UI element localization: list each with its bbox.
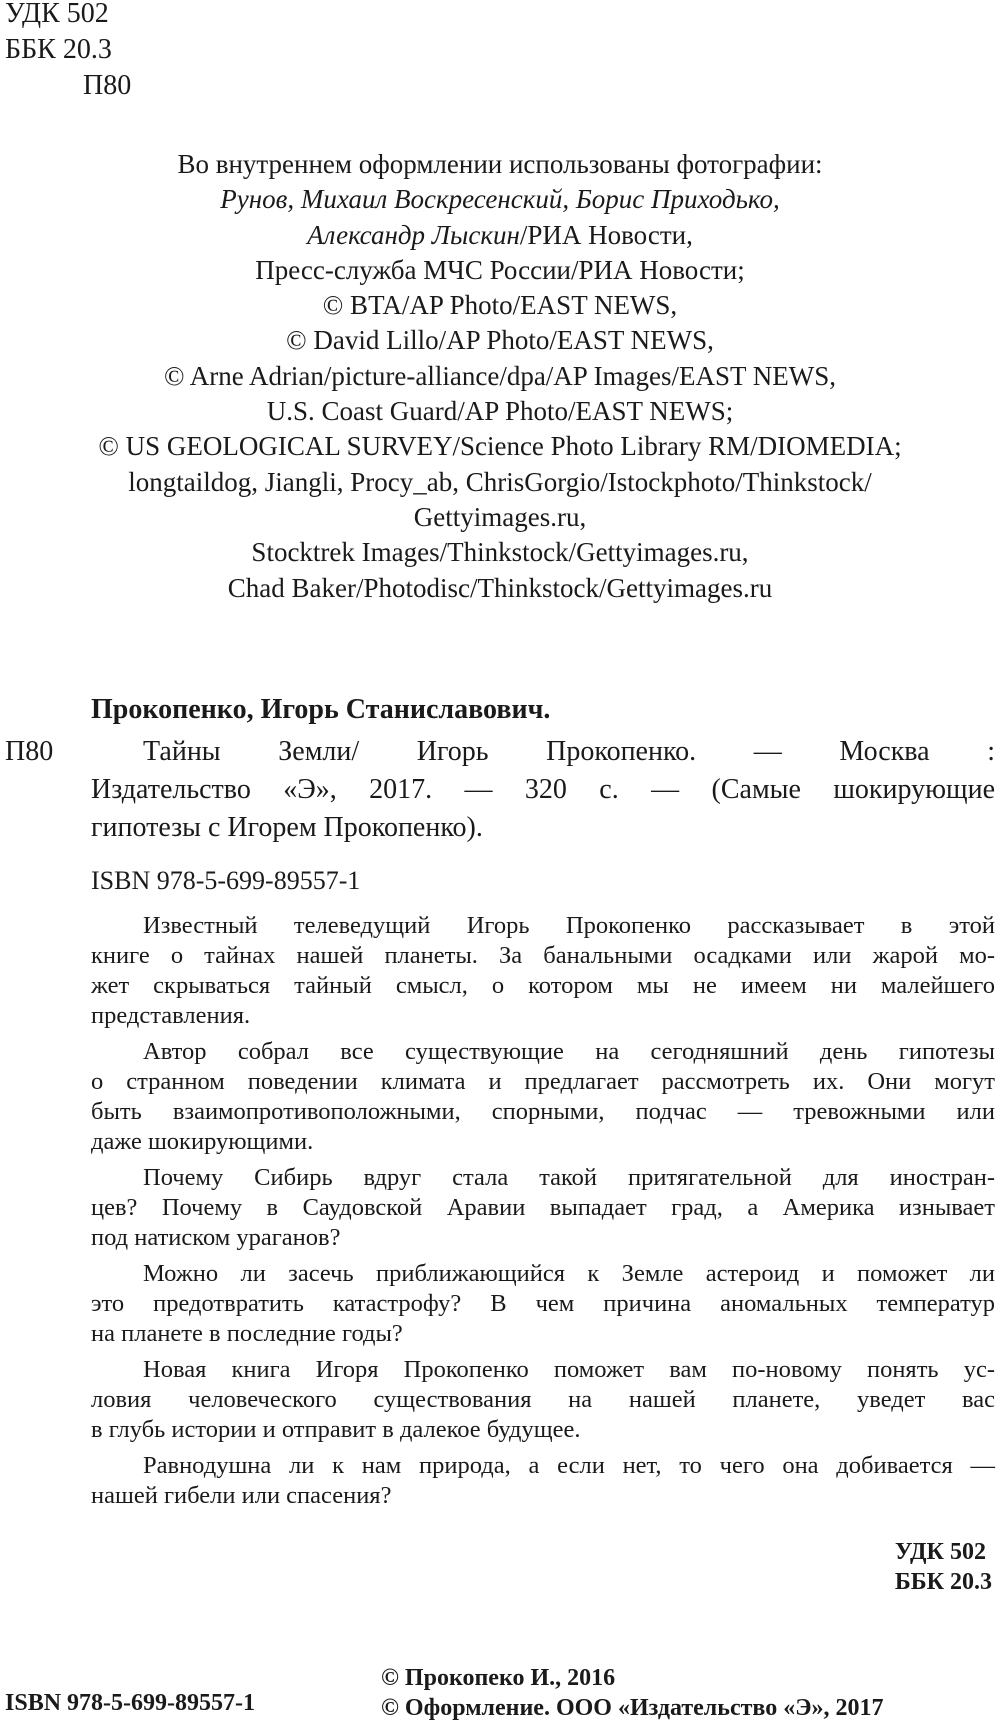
annotation-line: нашей гибели или спасения? xyxy=(91,1482,392,1509)
copyright-author: © Прокопеко И., 2016 xyxy=(381,1665,616,1691)
credit-line xyxy=(0,288,1000,323)
annotation-line: Можно ли засечь приближающийся к Земле астероид и поможет ли xyxy=(143,1260,995,1287)
bibliographic-record xyxy=(91,733,995,847)
credits-intro: Во внутреннем оформлении использованы фотографии: xyxy=(177,149,823,179)
annotation xyxy=(91,911,995,1517)
credit-line xyxy=(0,429,1000,464)
credit-source: U.S. Coast Guard/AP Photo/EAST NEWS; xyxy=(266,396,734,427)
footer-bbk: ББК 20.3 xyxy=(894,1569,992,1595)
udk-code: УДК 502 xyxy=(5,0,109,29)
credit-source: longtaildog, Jiangli, Procy_ab, ChrisGorgio/Istockphoto/Thinkstock/ xyxy=(128,466,872,497)
annotation-line: Равнодушна ли к нам природа, а если нет, то чего она добивается — xyxy=(143,1452,995,1479)
photo-credits xyxy=(0,147,1000,606)
annotation-line: жет скрываться тайный смысл, о котором мы не имеем ни малейшего xyxy=(91,972,995,999)
credit-source: © David Lillo/AP Photo/EAST NEWS, xyxy=(286,325,714,356)
copyright-design: © Оформление. ООО «Издательство «Э», 2017 xyxy=(381,1695,884,1721)
annotation-line: Автор собрал все существующие на сегодняшний день гипотезы xyxy=(143,1038,995,1065)
annotation-paragraph xyxy=(91,1451,995,1511)
credit-source: Gettyimages.ru, xyxy=(413,501,587,532)
record-line: Тайны Земли/ Игорь Прокопенко. — Москва : xyxy=(143,736,995,767)
author-heading: Прокопенко, Игорь Станиславович. xyxy=(91,694,551,725)
annotation-line: даже шокирующими. xyxy=(91,1128,314,1155)
credit-line xyxy=(0,500,1000,535)
credit-line xyxy=(0,465,1000,500)
credit-source: Stocktrek Images/Thinkstock/Gettyimages.ru, xyxy=(251,537,749,568)
credit-line xyxy=(0,359,1000,394)
credit-line xyxy=(0,218,1000,253)
credit-source: /РИА Новости, xyxy=(519,219,693,250)
footer-udk: УДК 502 xyxy=(894,1539,986,1565)
credit-line xyxy=(0,323,1000,358)
record-line: гипотезы с Игорем Прокопенко). xyxy=(91,812,483,843)
credit-line xyxy=(0,535,1000,570)
bbk-code: ББК 20.3 xyxy=(5,34,112,65)
credit-source: © Arne Adrian/picture-alliance/dpa/AP Images/EAST NEWS, xyxy=(163,360,837,391)
annotation-line: о странном поведении климата и предлагает рассмотреть их. Они могут xyxy=(91,1068,995,1095)
footer-isbn: ISBN 978-5-699-89557-1 xyxy=(5,1690,255,1716)
annotation-line: ловия человеческого существования на нашей планете, уведет вас xyxy=(91,1386,995,1413)
annotation-line: цев? Почему в Саудовской Аравии выпадает град, а Америка изнывает xyxy=(91,1194,995,1221)
annotation-line: представления. xyxy=(91,1002,251,1029)
record-line: Издательство «Э», 2017. — 320 с. — (Самые шокирующие xyxy=(91,774,995,805)
photographer-names: Александр Лыскин xyxy=(307,219,520,250)
credit-source: Пресс-служба МЧС России/РИА Новости; xyxy=(255,254,745,285)
footer-codes xyxy=(895,1537,992,1597)
annotation-paragraph xyxy=(91,1259,995,1349)
credit-line xyxy=(0,253,1000,288)
header-codes xyxy=(5,0,131,104)
record-index: П80 xyxy=(5,736,54,767)
copyright-block xyxy=(381,1663,883,1723)
credit-source: © BTA/AP Photo/EAST NEWS, xyxy=(322,290,678,321)
annotation-paragraph xyxy=(91,911,995,1031)
credit-line xyxy=(0,571,1000,606)
author-index: П80 xyxy=(83,70,132,101)
annotation-line: на планете в последние годы? xyxy=(91,1320,403,1347)
annotation-paragraph xyxy=(91,1037,995,1157)
photographer-names: Рунов, Михаил Воскресенский, Борис Приходько, xyxy=(220,184,780,215)
annotation-line: быть взаимопротивоположными, спорными, подчас — тревожными или xyxy=(91,1098,995,1125)
annotation-line: книге о тайнах нашей планеты. За банальными осадками или жарой мо- xyxy=(91,942,995,969)
annotation-line: Почему Сибирь вдруг стала такой притягательной для иностран- xyxy=(143,1164,995,1191)
annotation-line: Новая книга Игоря Прокопенко поможет вам по-новому понять ус- xyxy=(143,1356,995,1383)
annotation-line: Известный телеведущий Игорь Прокопенко рассказывает в этой xyxy=(143,912,995,939)
credit-source: Chad Baker/Photodisc/Thinkstock/Gettyimages.ru xyxy=(227,572,773,603)
annotation-line: в глубь истории и отправит в далекое будущее. xyxy=(91,1416,581,1443)
isbn: ISBN 978-5-699-89557-1 xyxy=(91,866,361,895)
annotation-paragraph xyxy=(91,1355,995,1445)
annotation-line: это предотвратить катастрофу? В чем причина аномальных температур xyxy=(91,1290,995,1317)
credit-line xyxy=(0,182,1000,217)
annotation-paragraph xyxy=(91,1163,995,1253)
credit-line xyxy=(0,394,1000,429)
annotation-line: под натиском ураганов? xyxy=(91,1224,341,1251)
credit-source: © US GEOLOGICAL SURVEY/Science Photo Library RM/DIOMEDIA; xyxy=(98,431,902,462)
